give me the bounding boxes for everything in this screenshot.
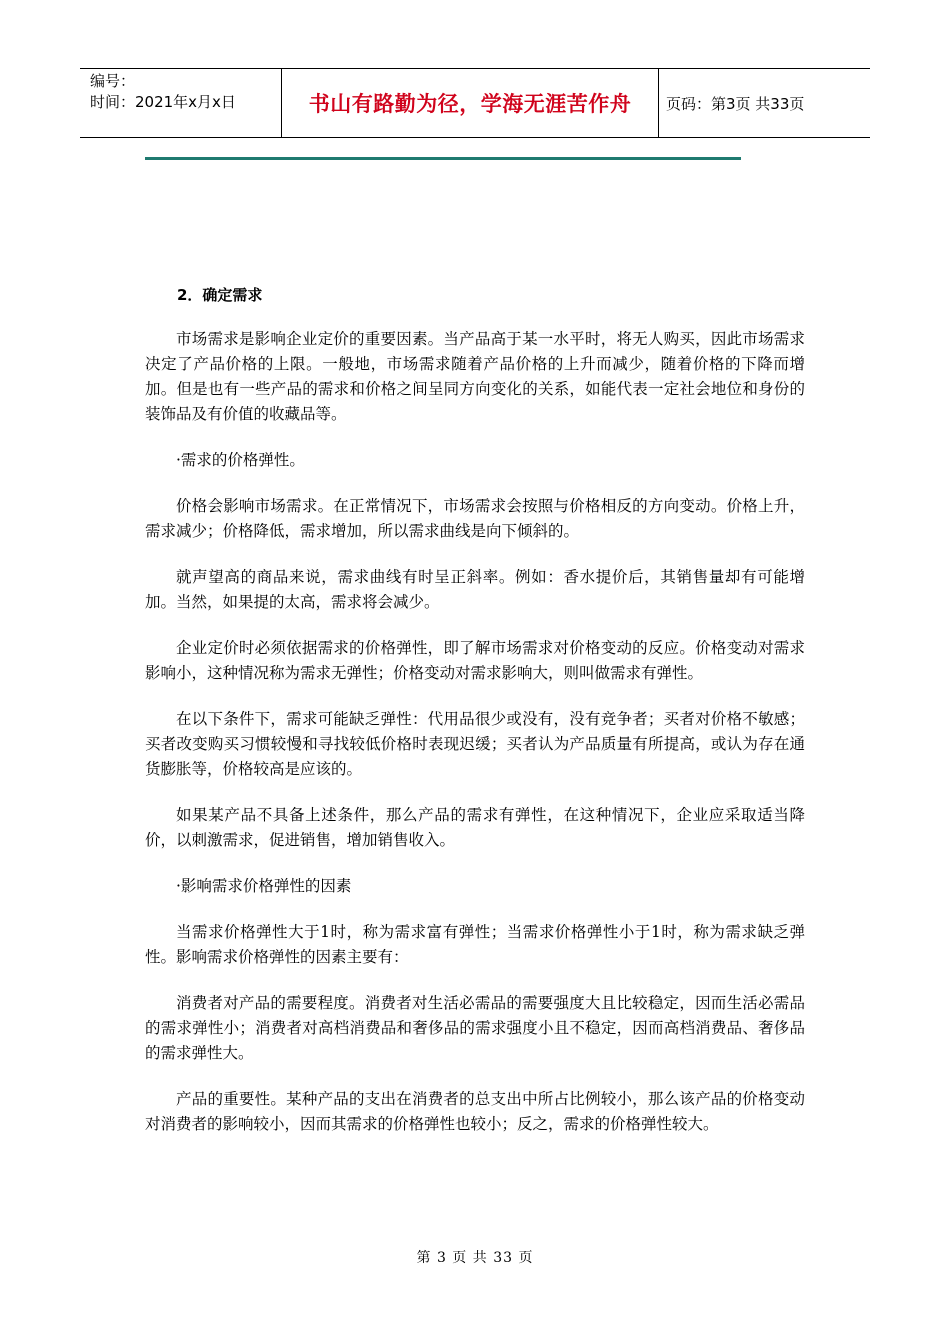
- paragraph: 产品的重要性。某种产品的支出在消费者的总支出中所占比例较小，那么该产品的价格变动对消费者的影响较小，因而其需求的价格弹性也较小；反之，需求的价格弹性较大。: [145, 1090, 805, 1133]
- section-heading: 2．确定需求: [177, 286, 263, 304]
- paragraph: 如果某产品不具备上述条件，那么产品的需求有弹性，在这种情况下，企业应采取适当降价，以刺激需求，促进销售，增加销售收入。: [145, 806, 805, 849]
- paragraph: 当需求价格弹性大于1时，称为需求富有弹性；当需求价格弹性小于1时，称为需求缺乏弹性。影响需求价格弹性的因素主要有：: [145, 923, 805, 966]
- paragraph: 就声望高的商品来说，需求曲线有时呈正斜率。例如：香水提价后，其销售量却有可能增加。当然，如果提的太高，需求将会减少。: [145, 568, 805, 611]
- subheading: ·影响需求价格弹性的因素: [176, 877, 352, 895]
- header-motto: 书山有路勤为径，学海无涯苦作舟: [281, 69, 659, 137]
- paragraph: 市场需求是影响企业定价的重要因素。当产品高于某一水平时，将无人购买，因此市场需求决定了产品价格的上限。一般地，市场需求随着产品价格的上升而减少，随着价格的下降而增加。但是也有一些产品的需求和价格之间呈同方向变化的关系，如能代表一定社会地位和身份的装饰品及有价值的收藏品等。: [145, 330, 805, 423]
- paragraph: 企业定价时必须依据需求的价格弹性，即了解市场需求对价格变动的反应。价格变动对需求影响小，这种情况称为需求无弹性；价格变动对需求影响大，则叫做需求有弹性。: [145, 639, 805, 682]
- page-header: [80, 68, 870, 138]
- document-number-label: 编号：: [90, 72, 136, 90]
- page-footer: 第 3 页 共 33 页: [416, 1250, 534, 1266]
- document-body: [145, 283, 805, 1137]
- header-page-number: 页码：第3页 共33页: [666, 94, 805, 113]
- header-divider-rule: [145, 157, 741, 160]
- paragraph: 价格会影响市场需求。在正常情况下，市场需求会按照与价格相反的方向变动。价格上升，需求减少；价格降低，需求增加，所以需求曲线是向下倾斜的。: [145, 497, 805, 540]
- paragraph: 在以下条件下，需求可能缺乏弹性：代用品很少或没有，没有竞争者；买者对价格不敏感；买者改变购买习惯较慢和寻找较低价格时表现迟缓；买者认为产品质量有所提高，或认为存在通货膨胀等，价格较高是应该的。: [145, 710, 805, 778]
- subheading: ·需求的价格弹性。: [176, 451, 305, 469]
- paragraph: 消费者对产品的需要程度。消费者对生活必需品的需要强度大且比较稳定，因而生活必需品的需求弹性小；消费者对高档消费品和奢侈品的需求强度小且不稳定，因而高档消费品、奢侈品的需求弹性大。: [145, 994, 805, 1062]
- header-meta: [80, 69, 281, 137]
- document-date-label: 时间：2021年x月x日: [90, 93, 236, 111]
